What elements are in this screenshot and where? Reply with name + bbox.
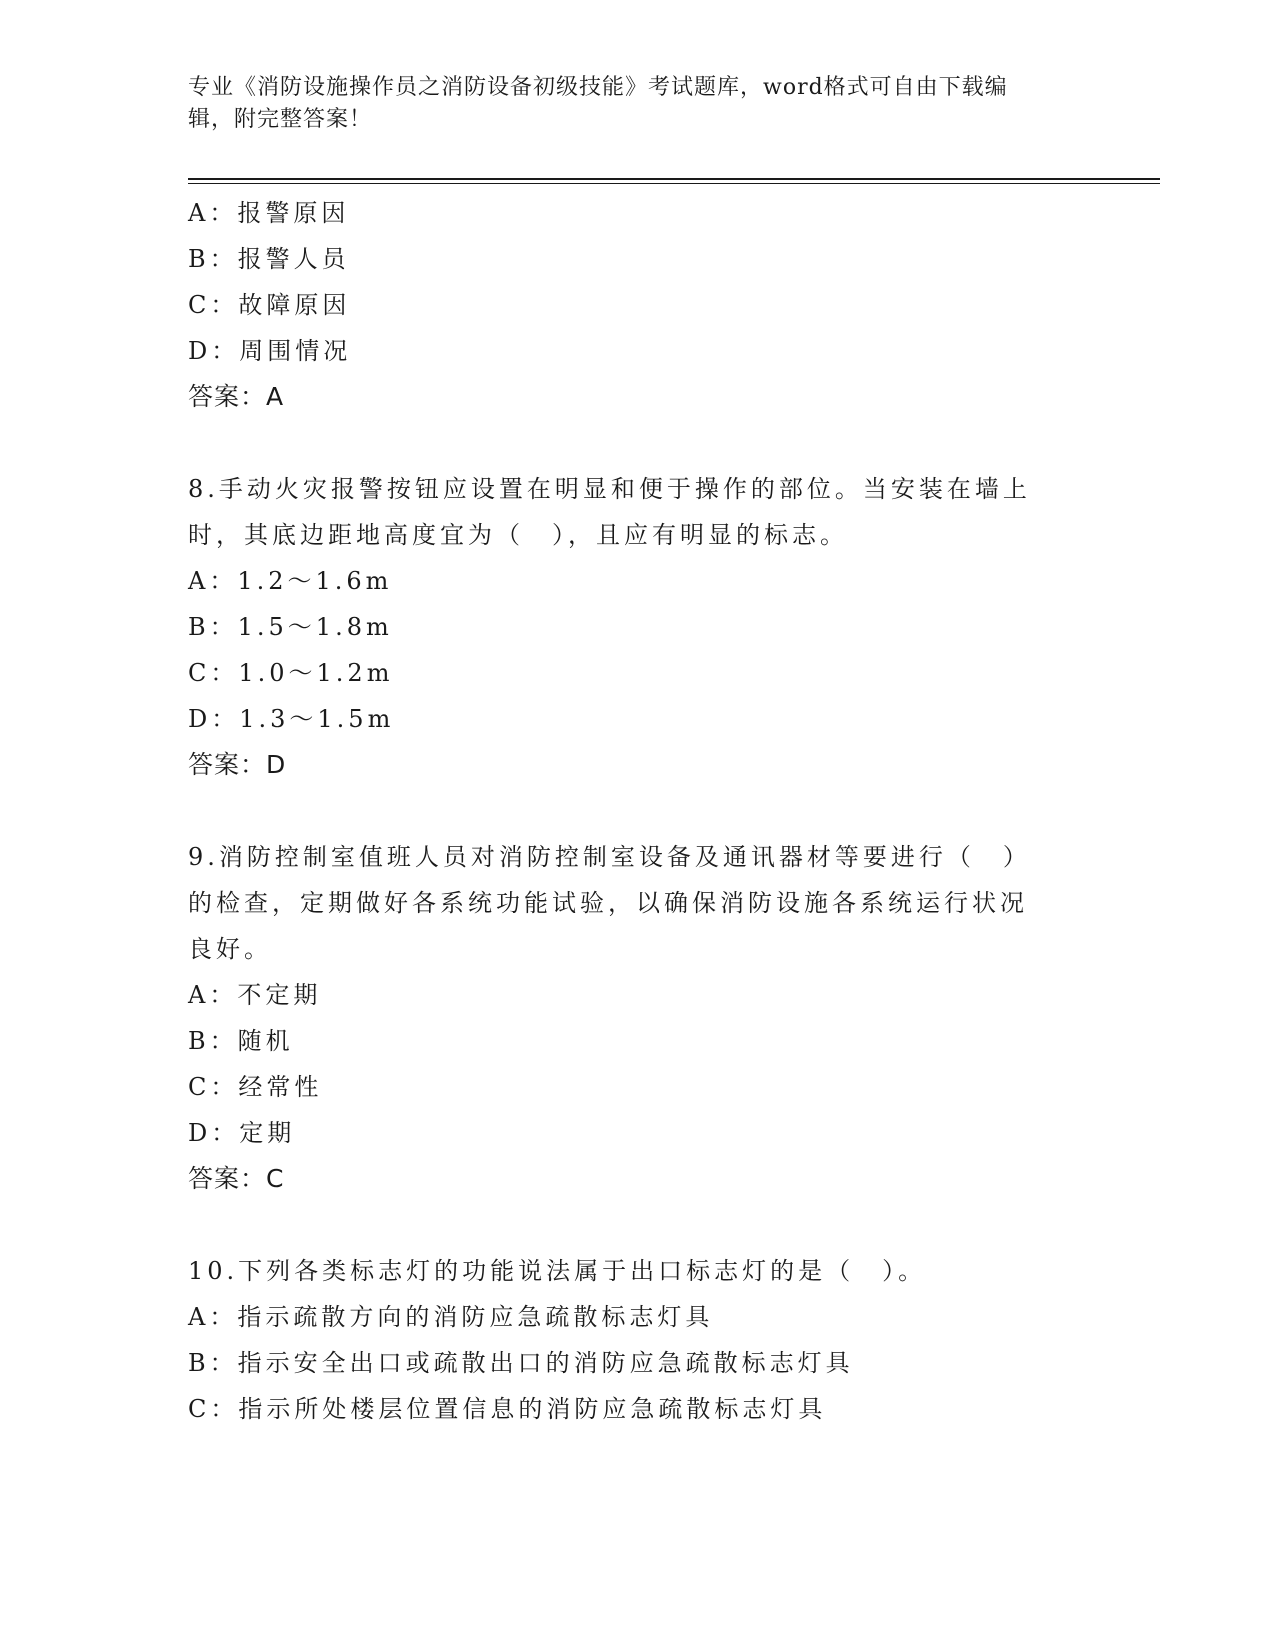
document-header	[188, 72, 1088, 136]
question-list	[188, 190, 1088, 1432]
q7-option-c: C：故障原因	[188, 291, 351, 319]
q9-stem-line-2: 的检查，定期做好各系统功能试验，以确保消防设施各系统运行状况	[188, 889, 1028, 917]
q9-answer: 答案：C	[188, 1164, 285, 1193]
question-8	[188, 466, 1088, 788]
q8-answer: 答案：D	[188, 750, 287, 779]
header-divider-thin	[188, 183, 1160, 184]
q8-option-c: C：1.0～1.2m	[188, 659, 394, 687]
q8-stem-line-2: 时，其底边距地高度宜为（ ），且应有明显的标志。	[188, 521, 848, 549]
question-7	[188, 190, 1088, 420]
header-divider-thick	[188, 178, 1160, 180]
spacer	[188, 420, 1088, 466]
q9-option-d: D：定期	[188, 1119, 296, 1147]
q9-option-b: B：随机	[188, 1027, 294, 1055]
question-10	[188, 1248, 1088, 1432]
q8-option-a: A：1.2～1.6m	[188, 567, 393, 595]
q9-option-a: A：不定期	[188, 981, 322, 1009]
q10-stem-line-1: 10.下列各类标志灯的功能说法属于出口标志灯的是（ ）。	[188, 1257, 927, 1285]
q7-option-d: D：周围情况	[188, 337, 352, 365]
q9-stem-line-3: 良好。	[188, 935, 272, 963]
header-line-1: 专业《消防设施操作员之消防设备初级技能》考试题库，word格式可自由下载编	[188, 75, 1008, 100]
question-9	[188, 834, 1088, 1202]
q7-option-b: B：报警人员	[188, 245, 350, 273]
q10-option-b: B：指示安全出口或疏散出口的消防应急疏散标志灯具	[188, 1349, 854, 1377]
q10-option-a: A：指示疏散方向的消防应急疏散标志灯具	[188, 1303, 714, 1331]
q9-stem-line-1: 9.消防控制室值班人员对消防控制室设备及通讯器材等要进行（ ）	[188, 843, 1031, 871]
q8-option-d: D：1.3～1.5m	[188, 705, 395, 733]
spacer	[188, 1202, 1088, 1248]
q7-option-a: A：报警原因	[188, 199, 350, 227]
q8-option-b: B：1.5～1.8m	[188, 613, 393, 641]
q8-stem-line-1: 8.手动火灾报警按钮应设置在明显和便于操作的部位。当安装在墙上	[188, 475, 1031, 503]
q10-option-c: C：指示所处楼层位置信息的消防应急疏散标志灯具	[188, 1395, 827, 1423]
header-line-2: 辑，附完整答案！	[188, 107, 373, 132]
spacer	[188, 788, 1088, 834]
q7-answer: 答案：A	[188, 382, 285, 411]
q9-option-c: C：经常性	[188, 1073, 323, 1101]
